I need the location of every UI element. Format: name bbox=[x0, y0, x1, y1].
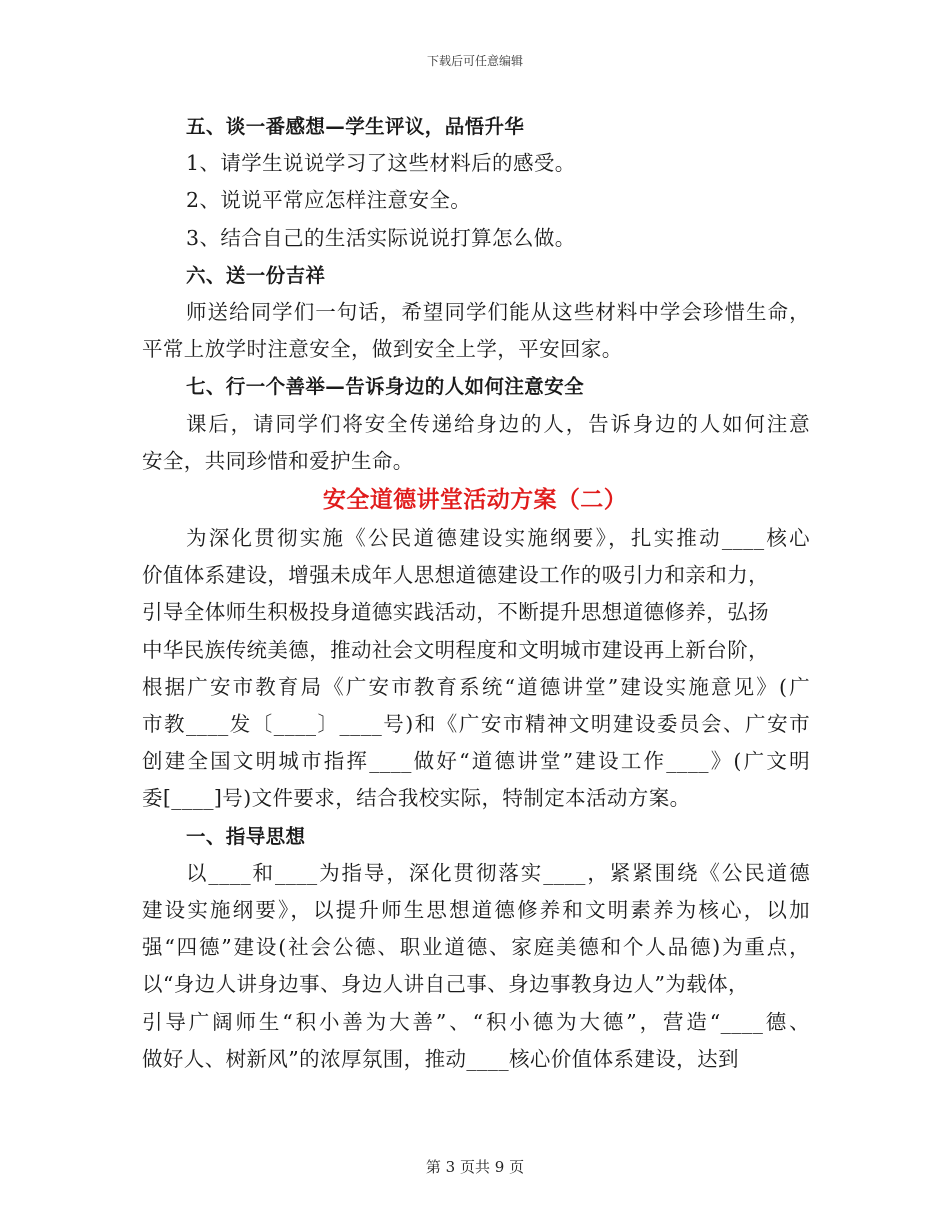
section-heading: 一、指导思想 bbox=[186, 824, 306, 848]
paragraph-line: 引导全体师生积极投身道德实践活动，不断提升思想道德修养，弘扬 bbox=[142, 600, 769, 625]
paragraph-line: 中华民族传统美德，推动社会文明程度和文明城市建设再上新台阶， bbox=[142, 637, 769, 662]
paragraph-line: 做好人、树新风”的浓厚氛围，推动____核心价值体系建设，达到 bbox=[142, 1046, 739, 1071]
paragraph-line: 2、说说平常应怎样注意安全。 bbox=[186, 188, 472, 213]
document-title: 安全道德讲堂活动方案（二） bbox=[322, 487, 628, 514]
paragraph-line: 市教____发〔____〕____号)和《广安市精神文明建设委员会、广安市 bbox=[142, 712, 810, 737]
paragraph-line: 课后，请同学们将安全传递给身边的人，告诉身边的人如何注意 bbox=[186, 411, 810, 436]
paragraph-line: 以____和____为指导，深化贯彻落实____，紧紧围绕《公民道德 bbox=[186, 860, 810, 885]
paragraph-line: 创建全国文明城市指挥____做好“道德讲堂”建设工作____》(广文明 bbox=[142, 749, 810, 774]
paragraph-line: 根据广安市教育局《广安市教育系统“道德讲堂”建设实施意见》(广 bbox=[142, 674, 810, 699]
document-body bbox=[142, 108, 810, 1078]
page-number: 第 3 页共 9 页 bbox=[425, 1158, 525, 1176]
paragraph-line: 强“四德”建设(社会公德、职业道德、家庭美德和个人品德)为重点， bbox=[142, 935, 810, 960]
paragraph-line: 建设实施纲要》，以提升师生思想道德修养和文明素养为核心，以加 bbox=[142, 898, 810, 923]
paragraph-line: 3、结合自己的生活实际说说打算怎么做。 bbox=[186, 225, 576, 250]
section-heading: 六、送一份吉祥 bbox=[186, 263, 326, 287]
paragraph-line: 委[____]号)文件要求，结合我校实际，特制定本活动方案。 bbox=[142, 786, 691, 811]
paragraph-line: 平常上放学时注意安全，做到安全上学，平安回家。 bbox=[142, 337, 623, 362]
paragraph-line: 1、请学生说说学习了这些材料后的感受。 bbox=[186, 151, 576, 176]
section-heading: 五、谈一番感想—学生评议，品悟升华 bbox=[186, 115, 525, 138]
paragraph-line: 引导广阔师生“积小善为大善”、“积小德为大德”，营造“____德、 bbox=[142, 1009, 810, 1034]
section-heading: 七、行一个善举—告诉身边的人如何注意安全 bbox=[186, 375, 585, 399]
paragraph-line: 价值体系建设，增强未成年人思想道德建设工作的吸引力和亲和力， bbox=[142, 563, 769, 588]
paragraph-line: 师送给同学们一句话，希望同学们能从这些材料中学会珍惜生命， bbox=[186, 300, 810, 325]
header-note: 下载后可任意编辑 bbox=[426, 54, 523, 68]
paragraph-line: 为深化贯彻实施《公民道德建设实施纲要》，扎实推动____核心 bbox=[186, 526, 810, 551]
paragraph-line: 以“身边人讲身边事、身边人讲自己事、身边事教身边人”为载体， bbox=[142, 972, 749, 997]
paragraph-line: 安全，共同珍惜和爱护生命。 bbox=[142, 448, 414, 473]
